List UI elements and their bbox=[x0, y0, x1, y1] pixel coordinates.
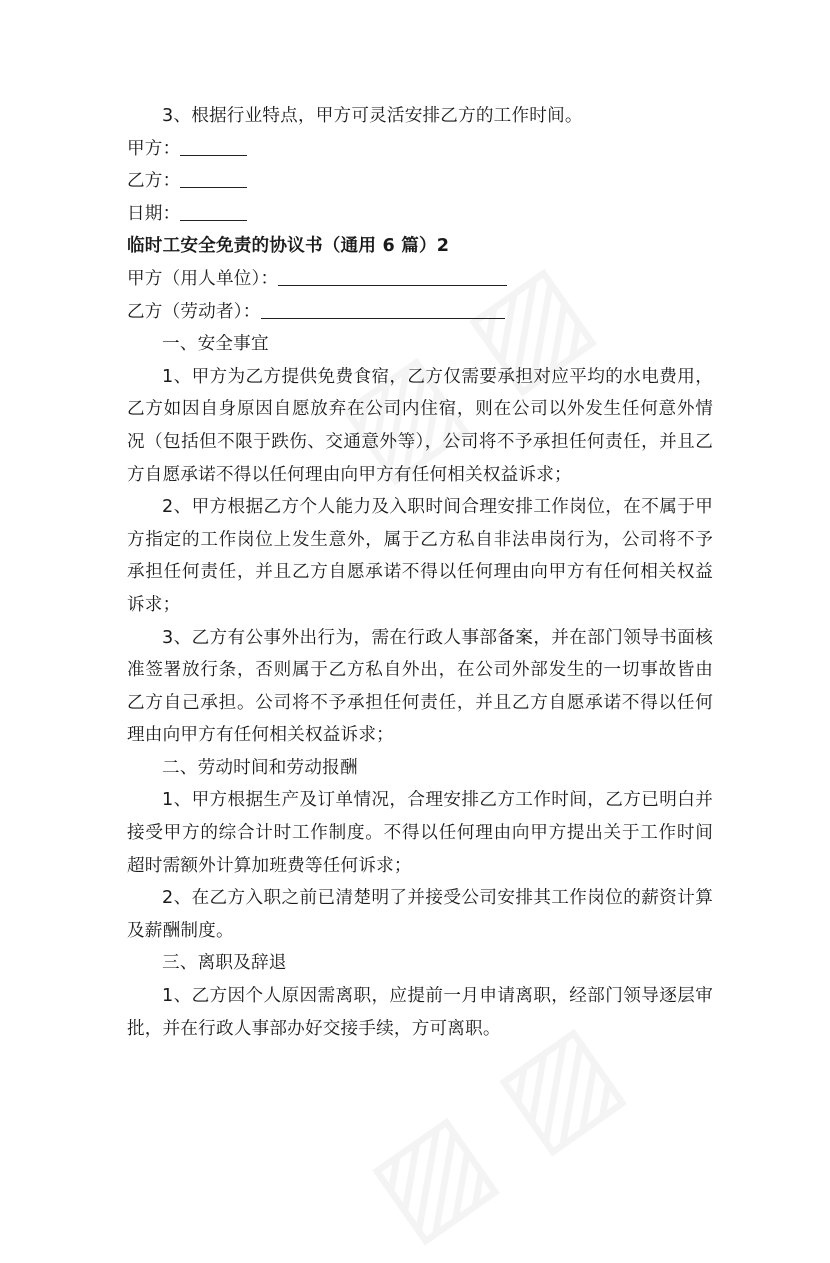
section-labor-title: 二、劳动时间和劳动报酬 bbox=[162, 757, 358, 778]
document-body bbox=[127, 100, 713, 1045]
section-resignation-title: 三、离职及辞退 bbox=[162, 953, 287, 974]
labor-clause-2: 2、在乙方入职之前已清楚明了并接受公司安排其工作岗位的薪资计算及薪酬制度。 bbox=[127, 888, 713, 941]
signature-date-label: 日期： bbox=[127, 203, 181, 224]
signature-party-a-label: 甲方： bbox=[127, 138, 181, 159]
signature-party-b-blank bbox=[180, 170, 247, 189]
signature-date bbox=[127, 198, 713, 231]
safety-clause-3: 3、乙方有公事外出行为，需在行政人事部备案，并在部门领导书面核准签署放行条，否则属于乙方私自外出，在公司外部发生的一切事故皆由乙方自己承担。公司将不予承担任何责任，并且乙方自愿承诺不得以任何理由向甲方有任何相关权益诉求； bbox=[127, 627, 713, 746]
signature-date-blank bbox=[180, 202, 247, 221]
section-safety-title: 一、安全事宜 bbox=[162, 334, 269, 355]
party-b-worker-label: 乙方（劳动者）： bbox=[127, 301, 261, 322]
party-a-employer-label: 甲方（用人单位）： bbox=[127, 268, 279, 289]
section-heading: 临时工安全免责的协议书（通用 6 篇）2 bbox=[127, 236, 450, 257]
safety-clause-2: 2、甲方根据乙方个人能力及入职时间合理安排工作岗位，在不属于甲方指定的工作岗位上发生意外，属于乙方私自非法串岗行为，公司将不予承担任何责任，并且乙方自愿承诺不得以任何理由向甲方有任何相关权益诉求； bbox=[127, 497, 713, 615]
labor-clause-1: 1、甲方根据生产及订单情况，合理安排乙方工作时间，乙方已明白并接受甲方的综合计时工作制度。不得以任何理由向甲方提出关于工作时间超时需额外计算加班费等任何诉求； bbox=[127, 790, 713, 876]
party-b-worker bbox=[127, 296, 713, 329]
signature-party-a-blank bbox=[180, 137, 247, 156]
clause-flexible-hours: 3、根据行业特点，甲方可灵活安排乙方的工作时间。 bbox=[162, 106, 583, 126]
party-a-employer bbox=[127, 263, 713, 296]
safety-clause-1: 1、甲方为乙方提供免费食宿，乙方仅需要承担对应平均的水电费用，乙方如因自身原因自愿放弃在公司内住宿，则在公司以外发生任何意外情况（包括但不限于跌伤、交通意外等），公司将不予承担任何责任，并且乙方自愿承诺不得以任何理由向甲方有任何相关权益诉求； bbox=[127, 366, 713, 485]
party-b-worker-blank bbox=[261, 300, 505, 319]
signature-party-a bbox=[127, 133, 713, 166]
signature-party-b-label: 乙方： bbox=[127, 171, 181, 192]
party-a-employer-blank bbox=[278, 267, 507, 286]
signature-party-b bbox=[127, 165, 713, 198]
resignation-clause-1: 1、乙方因个人原因需离职，应提前一月申请离职，经部门领导逐层审批，并在行政人事部办好交接手续，方可离职。 bbox=[127, 986, 713, 1039]
